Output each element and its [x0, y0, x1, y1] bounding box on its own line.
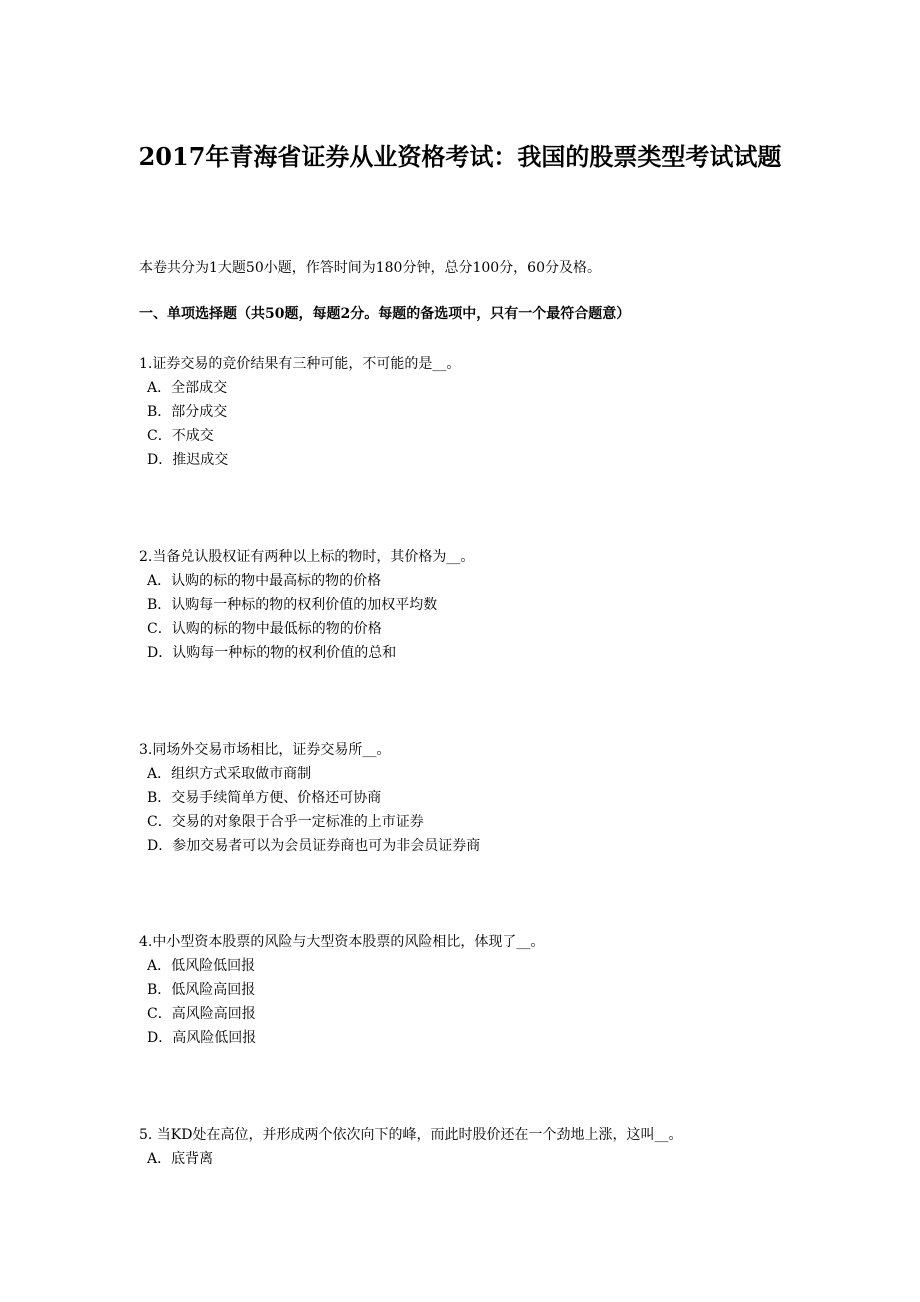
- option-list: [139, 1147, 683, 1171]
- option-letter: B．: [147, 597, 172, 613]
- option-list: [139, 762, 480, 858]
- question-stem: 1.证券交易的竞价结果有三种可能，不可能的是__。: [139, 356, 461, 372]
- option-letter: B．: [147, 982, 172, 998]
- option-a: [147, 569, 474, 593]
- option-letter: D．: [147, 645, 173, 661]
- document-title: 2017年青海省证券从业资格考试：我国的股票类型考试试题: [138, 142, 782, 171]
- option-letter: A．: [147, 380, 172, 396]
- option-list: [139, 376, 460, 472]
- option-a: [147, 762, 480, 786]
- option-d: [147, 448, 460, 472]
- option-text: 推迟成交: [172, 452, 229, 468]
- option-text: 低风险低回报: [171, 958, 256, 974]
- option-c: [147, 424, 460, 448]
- option-d: [147, 641, 474, 665]
- section-heading: 一、单项选择题（共50题，每题2分。每题的备选项中，只有一个最符合题意）: [139, 306, 631, 322]
- option-letter: D．: [147, 452, 173, 468]
- option-text: 高风险低回报: [172, 1030, 257, 1046]
- question-1: [139, 352, 460, 472]
- question-2: [139, 545, 474, 665]
- option-text: 参加交易者可以为会员证券商也可为非会员证券商: [172, 838, 481, 854]
- option-a: [147, 1147, 683, 1171]
- option-letter: A．: [147, 766, 172, 782]
- option-b: [147, 978, 544, 1002]
- option-list: [139, 569, 474, 665]
- option-b: [147, 593, 474, 617]
- option-text: 组织方式采取做市商制: [171, 766, 312, 782]
- option-c: [147, 617, 474, 641]
- option-a: [147, 954, 544, 978]
- option-list: [139, 954, 544, 1050]
- option-text: 交易手续简单方便、价格还可协商: [171, 790, 382, 806]
- option-letter: B．: [147, 404, 172, 420]
- option-a: [147, 376, 460, 400]
- question-stem: 5. 当KD处在高位，并形成两个依次向下的峰，而此时股价还在一个劲地上涨，这叫__。: [139, 1127, 683, 1143]
- question-stem: 3.同场外交易市场相比，证券交易所__。: [139, 742, 391, 758]
- option-letter: B．: [147, 790, 172, 806]
- option-letter: A．: [147, 958, 172, 974]
- option-text: 认购的标的物中最高标的物的价格: [171, 573, 382, 589]
- question-5: [139, 1123, 683, 1171]
- option-c: [147, 1002, 544, 1026]
- question-4: [139, 930, 544, 1050]
- option-letter: A．: [147, 1151, 172, 1167]
- option-b: [147, 400, 460, 424]
- option-letter: C．: [147, 428, 172, 444]
- option-text: 全部成交: [171, 380, 228, 396]
- option-d: [147, 1026, 544, 1050]
- option-d: [147, 834, 480, 858]
- option-text: 认购每一种标的物的权利价值的总和: [172, 645, 397, 661]
- option-letter: D．: [147, 838, 173, 854]
- option-letter: D．: [147, 1030, 173, 1046]
- question-stem: 2.当备兑认股权证有两种以上标的物时，其价格为__。: [139, 549, 475, 565]
- question-stem: 4.中小型资本股票的风险与大型资本股票的风险相比，体现了__。: [139, 934, 545, 950]
- option-letter: C．: [147, 621, 172, 637]
- option-text: 高风险高回报: [171, 1006, 256, 1022]
- option-text: 部分成交: [171, 404, 228, 420]
- exam-intro: 本卷共分为1大题50小题，作答时间为180分钟，总分100分，60分及格。: [139, 260, 601, 276]
- option-text: 底背离: [171, 1151, 214, 1167]
- question-3: [139, 738, 480, 858]
- option-letter: C．: [147, 814, 172, 830]
- option-text: 认购每一种标的物的权利价值的加权平均数: [171, 597, 438, 613]
- option-text: 认购的标的物中最低标的物的价格: [171, 621, 382, 637]
- option-text: 不成交: [171, 428, 214, 444]
- option-c: [147, 810, 480, 834]
- option-text: 低风险高回报: [171, 982, 256, 998]
- option-b: [147, 786, 480, 810]
- option-letter: C．: [147, 1006, 172, 1022]
- option-letter: A．: [147, 573, 172, 589]
- option-text: 交易的对象限于合乎一定标准的上市证券: [171, 814, 424, 830]
